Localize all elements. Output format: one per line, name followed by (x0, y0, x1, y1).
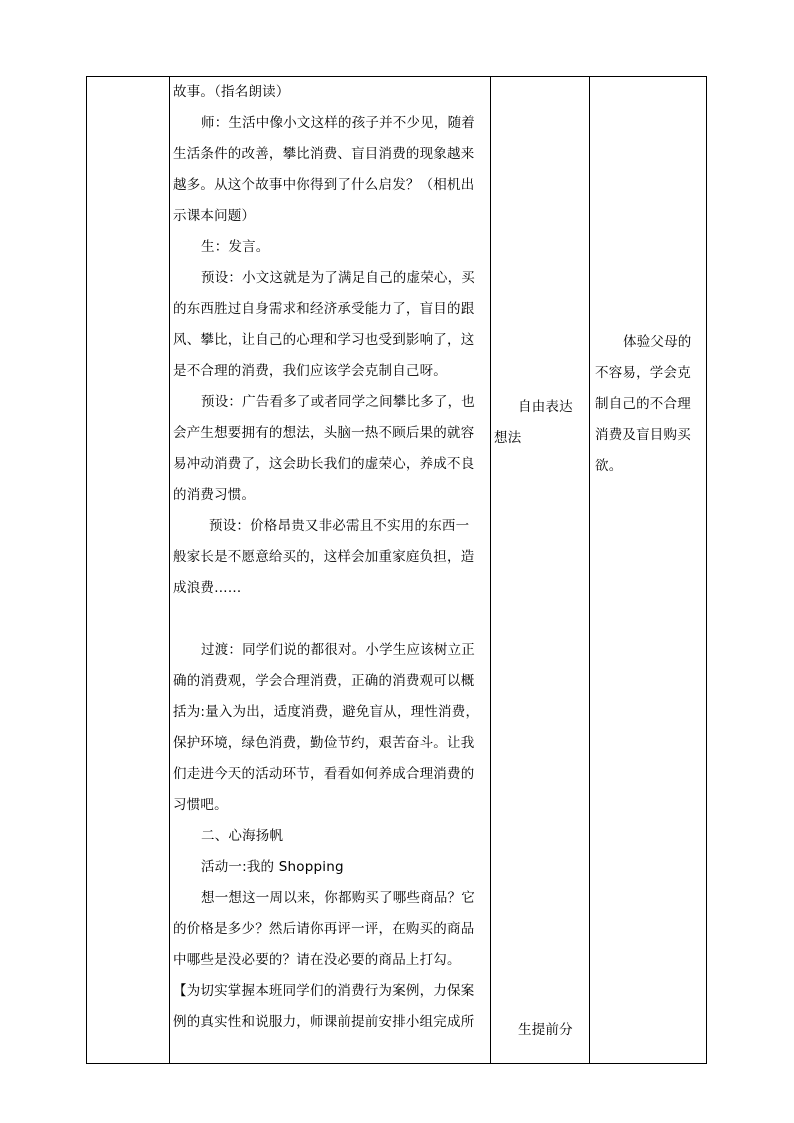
content-line: 生活条件的改善，攀比消费、盲目消费的现象越来 (173, 146, 475, 162)
content-line: 的东西胜过自身需求和经济承受能力了，盲目的跟 (173, 301, 475, 317)
content-line: 生：发言。 (201, 239, 270, 255)
content-line: 是不合理的消费，我们应该学会克制自己呀。 (173, 363, 447, 379)
content-line: 例的真实性和说服力，师课前提前安排小组完成所 (173, 1014, 475, 1030)
content-line: 预设：价格昂贵又非必需且不实用的东西一 (209, 518, 470, 534)
design-intent-line: 体验父母的 (623, 334, 692, 350)
student-activity-line: 自由表达 (518, 399, 573, 415)
content-line: 的价格是多少？然后请你再评一评，在购买的商品 (173, 921, 475, 937)
student-activity-text (494, 392, 586, 454)
student-activity-line: 想法 (494, 430, 522, 446)
content-line: 活动一:我的 Shopping (201, 859, 344, 875)
design-intent-line: 欲。 (595, 458, 623, 474)
table-column-divider (490, 77, 491, 1063)
design-intent-line: 不容易，学会克 (595, 365, 691, 381)
lesson-plan-table (86, 76, 707, 1064)
content-line: 保护环境，绿色消费，勤俭节约，艰苦奋斗。让我 (173, 735, 475, 751)
content-line: 会产生想要拥有的想法，头脑一热不顾后果的就容 (173, 425, 475, 441)
blank-line (173, 604, 485, 635)
content-line: 习惯吧。 (173, 797, 228, 813)
content-line: 成浪费…… (173, 580, 242, 596)
content-line: 师：生活中像小文这样的孩子并不少见，随着 (201, 115, 475, 131)
content-line: 越多。从这个故事中你得到了什么启发？（相机出 (173, 177, 475, 193)
content-line: 确的消费观，学会合理消费，正确的消费观可以概 (173, 673, 475, 689)
content-line: 想一想这一周以来，你都购买了哪些商品？它 (201, 890, 475, 906)
content-line: 的消费习惯。 (173, 487, 256, 503)
content-line: 二、心海扬帆 (201, 828, 284, 844)
teaching-process-cell (173, 77, 485, 1038)
content-line: 易冲动消费了，这会助长我们的虚荣心，养成不良 (173, 456, 475, 472)
content-line: 预设：广告看多了或者同学之间攀比多了，也 (201, 394, 475, 410)
content-line: 示课本问题） (173, 208, 256, 224)
content-line: 预设：小文这就是为了满足自己的虚荣心，买 (201, 270, 475, 286)
design-intent-cell (595, 327, 703, 482)
content-line: 般家长是不愿意给买的，这样会加重家庭负担，造 (173, 549, 475, 565)
table-column-divider (589, 77, 590, 1063)
design-intent-line: 制自己的不合理 (595, 396, 691, 412)
student-activity-line: 生提前分 (518, 1022, 573, 1038)
content-line: 括为:量入为出，适度消费，避免盲从，理性消费， (173, 704, 480, 720)
content-line: 故事。（指名朗读） (173, 84, 290, 100)
content-line: 们走进今天的活动环节，看看如何养成合理消费的 (173, 766, 475, 782)
content-line: 风、攀比，让自己的心理和学习也受到影响了，这 (173, 332, 475, 348)
content-line: 过渡：同学们说的都很对。小学生应该树立正 (201, 642, 475, 658)
student-activity-text (494, 1015, 586, 1046)
design-intent-line: 消费及盲目购买 (595, 427, 691, 443)
table-column-divider (169, 77, 170, 1063)
content-line: 中哪些是没必要的？请在没必要的商品上打勾。 (173, 952, 461, 968)
content-line: 【为切实掌握本班同学们的消费行为案例，力保案 (173, 983, 475, 999)
